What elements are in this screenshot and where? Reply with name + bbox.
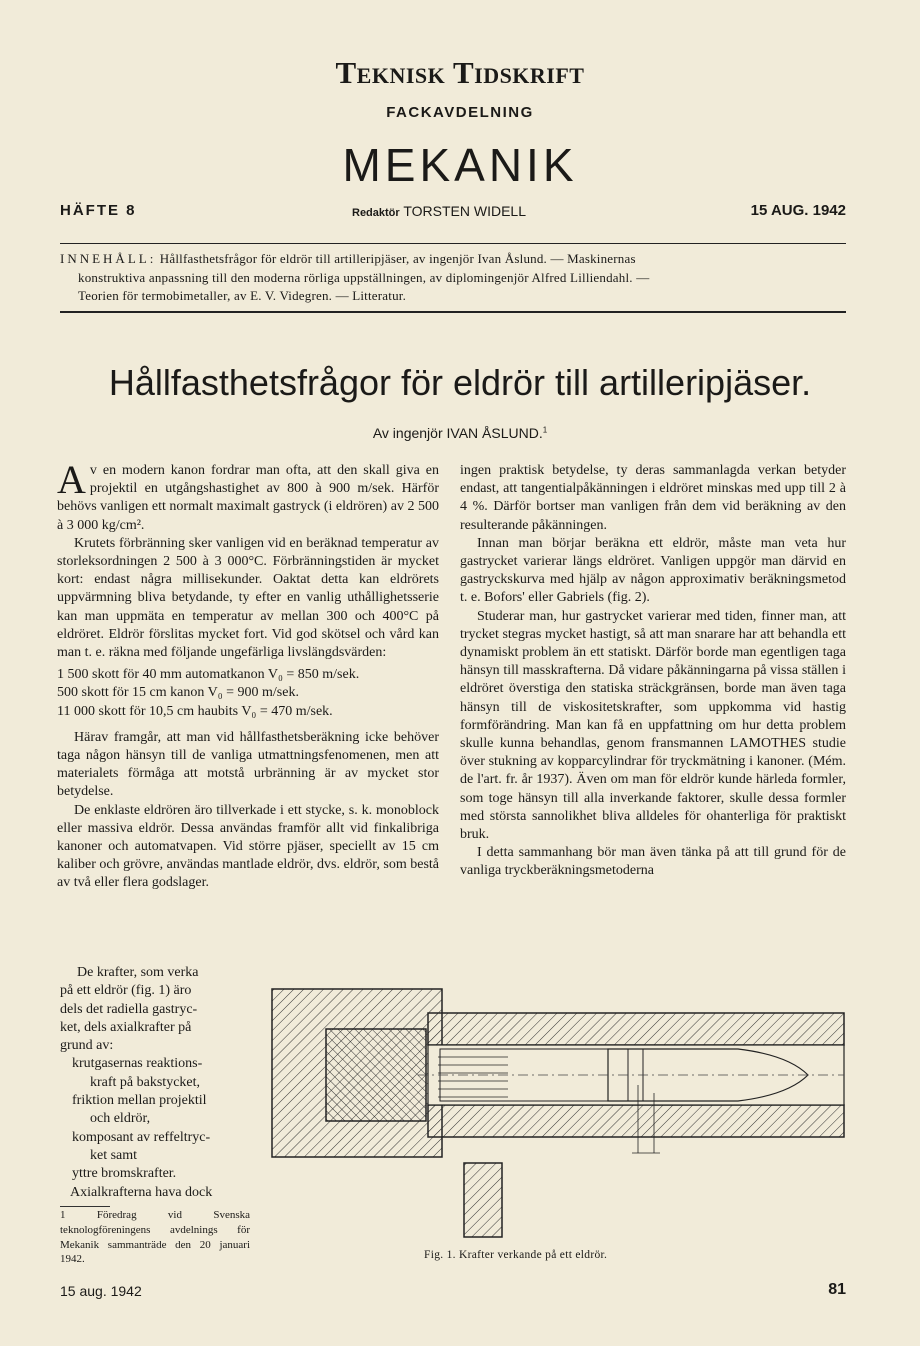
paragraph: ingen praktisk betydelse, ty deras sammanlagda verkan betyder endast, att tangentialpåkänningen i eldröret minskas med upp till 2 à 4 %. Därför bortser man vanligen från dem vid beräkning av den resulterande påkänningen. bbox=[460, 463, 846, 533]
byline bbox=[0, 425, 920, 441]
text-line: på ett eldrör (fig. 1) äro bbox=[60, 983, 192, 999]
figure-caption: Fig. 1. Krafter verkande på ett eldrör. bbox=[424, 1249, 608, 1261]
list-item: 1 500 skott för 40 mm automatkanon V₀ = 850 m/sek. bbox=[57, 667, 360, 683]
issue-date: 15 AUG. 1942 bbox=[750, 202, 846, 219]
paragraph: I detta sammanhang bör man även tänka på att till grund för de vanliga tryckberäkningsmetoderna bbox=[460, 845, 846, 879]
paragraph: Studerar man, hur gastrycket varierar med tiden, finner man, att trycket stegras mycket hastigt, så att man snarare har att behandla ett dynamiskt problem än ett statiskt. Därför borde man egentligen taga hänsyn till masskrafterna. Då vidare påkänningarna på vissa ställen i eldröret överstiga den statiska sträckgränsen, borde man även taga hänsyn till de viskositetskrafter, som uppkomma vid hastig formförändring. Man kan få en uppfattning om hur detta problem skulle kunna behandlas, genom fransmannen LAMOTHES studie över stukning av kopparcylindrar för tryckmätning i kanoner. (Mém. de l'art. fr. år 1937). Även om man för eldrör kunde härleda formler, som toge hänsyn till alla inverkande faktorer, skulle dessa formler med största sannolikhet bliva alldeles för ohanterliga för praktiskt bruk. bbox=[460, 608, 846, 843]
breech-plug bbox=[326, 1029, 426, 1121]
list-item: 11 000 skott för 10,5 cm haubits V₀ = 470 m/sek. bbox=[57, 703, 333, 719]
text-line: kraft på bakstycket, bbox=[90, 1074, 201, 1090]
issue-number: HÄFTE 8 bbox=[60, 202, 137, 219]
editor-label: Redaktör bbox=[352, 207, 400, 219]
article-title: Hållfasthetsfrågor för eldrör till artilleripjäser. bbox=[108, 362, 812, 403]
breech-lug bbox=[464, 1163, 502, 1237]
text-line: ket samt bbox=[90, 1147, 138, 1163]
journal-subtitle: FACKAVDELNING bbox=[386, 104, 534, 121]
paragraph: Härav framgår, att man vid hållfasthetsberäkning icke behöver taga någon hänsyn till de vanliga utmattningsfenomenen, men att materialets förmåga att motstå urbränning är av mycket stor betydelse. bbox=[57, 729, 439, 800]
toc-bottom-rule bbox=[60, 311, 846, 313]
toc-top-rule bbox=[60, 243, 846, 244]
text-line: yttre bromskrafter. bbox=[72, 1166, 177, 1182]
text-line: De krafter, som verka bbox=[77, 965, 199, 980]
gun-barrel-figure bbox=[268, 985, 848, 1243]
byline-text: Av ingenjör IVAN ÅSLUND. bbox=[372, 425, 543, 441]
paragraph: De enklaste eldrören äro tillverkade i ett stycke, s. k. monoblock eller massiva eldrör. Dessa användas framför allt vid finkalibriga kanoner och automatvapen. Vid större pjäser, speciellt av 15 cm kaliber och grövre, användas mantlade eldrör, dvs. eldrör, som bestå av två eller flera godslager. bbox=[57, 802, 439, 891]
footnote-marker: 1 bbox=[542, 425, 548, 435]
text-line: ket, dels axialkrafter på bbox=[60, 1019, 192, 1035]
column-left bbox=[57, 457, 439, 893]
section-title: MEKANIK bbox=[342, 139, 578, 191]
paragraph: Innan man börjar beräkna ett eldrör, måste man veta hur gastrycket varierar längs eldröret. Vanligen uppgör man därvid en gastryckskurva med hjälp av någon approximativ beräkningsmetod t. e. Bofors' eller Gabriels (fig. 2). bbox=[460, 535, 846, 606]
editor-name: TORSTEN WIDELL bbox=[403, 203, 526, 219]
column-left-narrow bbox=[60, 964, 250, 1202]
table-of-contents bbox=[60, 250, 848, 306]
drop-cap: A bbox=[57, 457, 86, 502]
text-line: komposant av reffeltryc- bbox=[72, 1129, 211, 1145]
text-line: Axialkrafterna hava dock bbox=[70, 1184, 213, 1200]
paragraph: Krutets förbränning sker vanligen vid en beräknad temperatur av storleksordningen 2 500 à 3 000°C. Förbränningstiden är mycket kort: endast några millisekunder. Oaktat detta kan eldrörets uppvärmning bliva betydande, ty efter en vanlig uthållighetsserie kan man uppmäta en temperatur av mellan 300 och 400°C på eldröret. Eldrör förslitas mycket fort. Vid god skötsel och vård kan man t. e. räkna med följande ungefärliga livslängdsvärden: bbox=[57, 535, 439, 661]
footnote-rule bbox=[60, 1206, 110, 1207]
text-line: och eldrör, bbox=[90, 1111, 151, 1127]
list-item: 500 skott för 15 cm kanon V₀ = 900 m/sek. bbox=[57, 685, 299, 701]
text-line: friktion mellan projektil bbox=[72, 1093, 207, 1109]
toc-line: konstruktiva anpassning till den moderna rörliga uppställningen, av diplomingenjör Alfred Lilliendahl. — bbox=[78, 269, 650, 285]
text-line: grund av: bbox=[60, 1038, 114, 1054]
text-line: dels det radiella gastryc- bbox=[60, 1001, 198, 1017]
toc-line: Hållfasthetsfrågor för eldrör till artilleripjäser, av ingenjör Ivan Åslund. — Maskinernas bbox=[159, 251, 636, 266]
toc-line: Teorien för termobimetaller, av E. V. Videgren. — Litteratur. bbox=[78, 288, 407, 303]
page-number: 81 bbox=[828, 1281, 846, 1298]
column-right bbox=[460, 462, 846, 881]
barrel-wall-upper bbox=[428, 1013, 844, 1045]
paragraph: v en modern kanon fordrar man ofta, att den skall giva en projektil en utgångshastighet av 800 à 900 m/sek. Härför behövs vanligen ett normalt maximalt gastryck (i eldrören) av 2 500 à 3 000 kg/cm². bbox=[57, 463, 439, 533]
footnote: 1 Föredrag vid Svenska teknologföreningens avdelnings för Mekanik sammanträde den 20 januari 1942. bbox=[60, 1209, 250, 1266]
footer-date: 15 aug. 1942 bbox=[60, 1283, 142, 1299]
toc-label: INNEHÅLL: bbox=[60, 251, 157, 266]
journal-title: Teknisk Tidskrift bbox=[335, 55, 585, 90]
text-line: krutgasernas reaktions- bbox=[72, 1056, 203, 1072]
editor-line bbox=[352, 203, 526, 219]
barrel-wall-lower bbox=[428, 1105, 844, 1137]
